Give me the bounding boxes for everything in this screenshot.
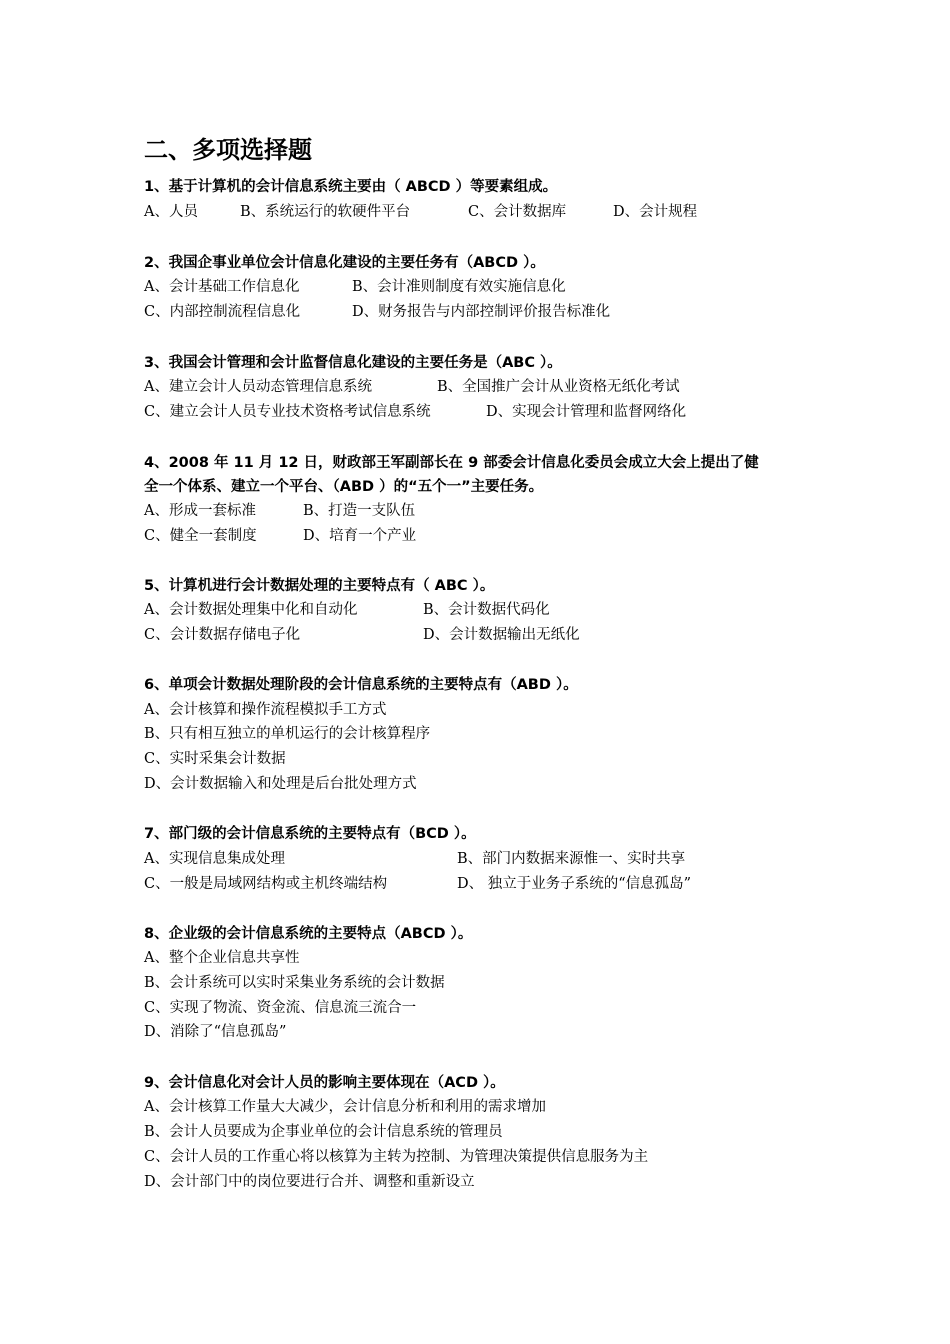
- section-title: 二、多项选择题: [144, 136, 312, 164]
- question-3-option-d: D、实现会计管理和监督网络化: [486, 404, 687, 420]
- question-4-option-c: C、健全一套制度: [144, 528, 257, 544]
- question-9-option-b: B、会计人员要成为企事业单位的会计信息系统的管理员: [144, 1124, 503, 1140]
- question-5-option-a: A、会计数据处理集中化和自动化: [144, 602, 358, 618]
- question-1-option-b: B、系统运行的软硬件平台: [240, 204, 411, 220]
- question-6-option-c: C、实时采集会计数据: [144, 751, 286, 767]
- question-8-option-d: D、消除了“信息孤岛”: [144, 1024, 287, 1040]
- question-3-option-c: C、建立会计人员专业技术资格考试信息系统: [144, 404, 431, 420]
- question-7-option-c: C、一般是局域网结构或主机终端结构: [144, 876, 388, 892]
- question-5-option-c: C、会计数据存储电子化: [144, 627, 301, 643]
- question-8-option-a: A、整个企业信息共享性: [144, 950, 300, 966]
- question-9-option-d: D、会计部门中的岗位要进行合并、调整和重新设立: [144, 1174, 475, 1190]
- question-4-option-a: A、形成一套标准: [144, 503, 256, 519]
- question-8-option-b: B、会计系统可以实时采集业务系统的会计数据: [144, 975, 445, 991]
- question-6-option-a: A、会计核算和操作流程模拟手工方式: [144, 702, 387, 718]
- question-9-stem: 9、会计信息化对会计人员的影响主要体现在（ACD ）。: [144, 1075, 505, 1091]
- question-9-option-c: C、会计人员的工作重心将以核算为主转为控制、为管理决策提供信息服务为主: [144, 1149, 649, 1165]
- question-7-option-b: B、部门内数据来源惟一、实时共享: [457, 851, 686, 867]
- question-4-stem-line2: 全一个体系、建立一个平台、（ABD ）的“五个一”主要任务。: [144, 479, 544, 495]
- question-5-option-b: B、会计数据代码化: [423, 602, 550, 618]
- question-1-stem: 1、基于计算机的会计信息系统主要由（ ABCD ）等要素组成。: [144, 179, 558, 195]
- question-6-option-d: D、会计数据输入和处理是后台批处理方式: [144, 776, 417, 792]
- question-3-option-a: A、建立会计人员动态管理信息系统: [144, 379, 372, 395]
- question-5-option-d: D、会计数据输出无纸化: [423, 627, 580, 643]
- question-2-stem: 2、我国企事业单位会计信息化建设的主要任务有（ABCD ）。: [144, 255, 545, 271]
- question-2-option-d: D、财务报告与内部控制评价报告标准化: [352, 304, 611, 320]
- question-7-stem: 7、部门级的会计信息系统的主要特点有（BCD ）。: [144, 826, 476, 842]
- question-2-option-c: C、内部控制流程信息化: [144, 304, 301, 320]
- question-6-stem: 6、单项会计数据处理阶段的会计信息系统的主要特点有（ABD ）。: [144, 677, 578, 693]
- question-2-option-a: A、会计基础工作信息化: [144, 279, 300, 295]
- question-9-option-a: A、会计核算工作量大大减少，会计信息分析和利用的需求增加: [144, 1099, 546, 1115]
- question-4-option-d: D、培育一个产业: [303, 528, 417, 544]
- question-3-stem: 3、我国会计管理和会计监督信息化建设的主要任务是（ABC ）。: [144, 355, 562, 371]
- question-6-option-b: B、只有相互独立的单机运行的会计核算程序: [144, 726, 431, 742]
- question-7-option-d: D、 独立于业务子系统的“信息孤岛”: [457, 876, 692, 892]
- question-4-option-b: B、打造一支队伍: [303, 503, 416, 519]
- question-1-option-a: A、人员: [144, 204, 198, 220]
- question-8-option-c: C、实现了物流、资金流、信息流三流合一: [144, 1000, 417, 1016]
- question-8-stem: 8、企业级的会计信息系统的主要特点（ABCD ）。: [144, 926, 473, 942]
- question-3-option-b: B、全国推广会计从业资格无纸化考试: [437, 379, 680, 395]
- question-7-option-a: A、实现信息集成处理: [144, 851, 285, 867]
- question-4-stem: 4、2008 年 11 月 12 日，财政部王军副部长在 9 部委会计信息化委员会成立大会上提出了健: [144, 455, 759, 471]
- question-1-option-c: C、会计数据库: [468, 204, 567, 220]
- question-1-option-d: D、会计规程: [613, 204, 698, 220]
- question-2-option-b: B、会计准则制度有效实施信息化: [352, 279, 566, 295]
- question-5-stem: 5、计算机进行会计数据处理的主要特点有（ ABC ）。: [144, 578, 495, 594]
